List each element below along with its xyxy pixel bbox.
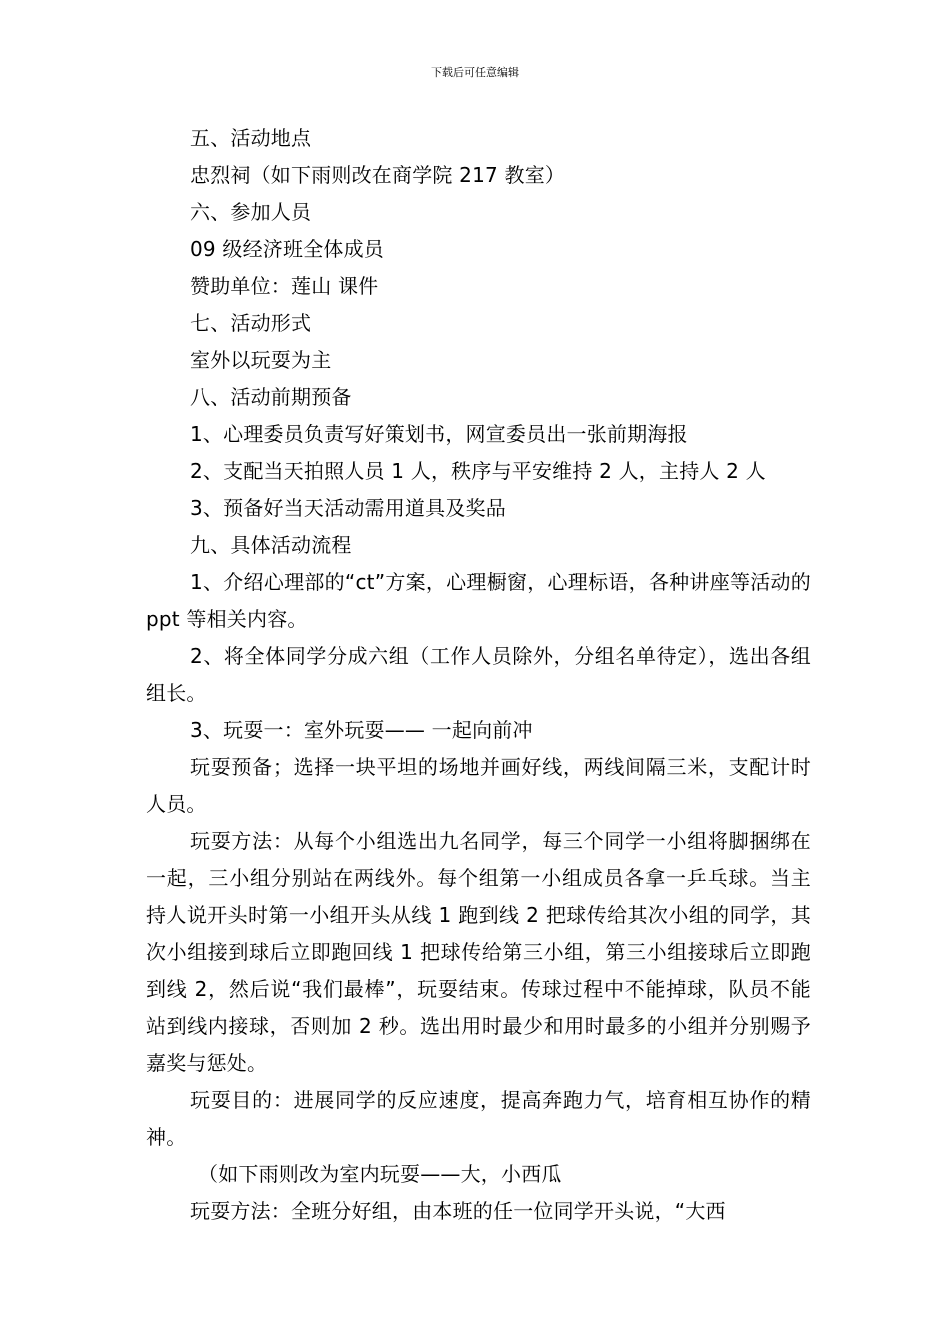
preparation-item-1: 1、心理委员负责写好策划书，网宣委员出一张前期海报 [190,422,688,446]
process-paragraph-1: 1、介绍心理部的“ct”方案，心理橱窗，心理标语，各种讲座等活动的 ppt 等相关内容。 [146,570,811,631]
process-paragraph-2: 2、将全体同学分成六组（工作人员除外，分组名单待定），选出各组组长。 [146,644,811,705]
game-preparation-paragraph: 玩耍预备；选择一块平坦的场地并画好线，两线间隔三米，支配计时人员。 [146,755,811,816]
page-header: 下载后可任意编辑 [431,66,519,79]
game-one-heading: 3、玩耍一：室外玩耍—— 一起向前冲 [190,718,533,742]
section-heading-format: 七、活动形式 [190,311,312,335]
rain-alternative-line: （如下雨则改为室内玩耍——大，小西瓜 [198,1162,562,1186]
section-heading-location: 五、活动地点 [190,126,312,150]
section-heading-preparation: 八、活动前期预备 [190,385,352,409]
participants-text: 09 级经济班全体成员 [190,237,385,261]
section-heading-process: 九、具体活动流程 [190,533,352,557]
format-text: 室外以玩耍为主 [190,348,332,372]
document-body [146,120,811,1230]
section-heading-participants: 六、参加人员 [190,200,312,224]
preparation-item-2: 2、支配当天拍照人员 1 人，秩序与平安维持 2 人，主持人 2 人 [190,459,766,483]
game-purpose-paragraph: 玩耍目的：进展同学的反应速度，提高奔跑力气，培育相互协作的精神。 [146,1088,811,1149]
sponsor-text: 赞助单位：莲山 课件 [190,274,379,298]
preparation-item-3: 3、预备好当天活动需用道具及奖品 [190,496,506,520]
location-text: 忠烈祠（如下雨则改在商学院 217 教室） [190,163,566,187]
indoor-game-method-line: 玩耍方法：全班分好组，由本班的任一位同学开头说，“大西 [190,1199,726,1223]
game-method-paragraph: 玩耍方法：从每个小组选出九名同学，每三个同学一小组将脚捆绑在一起，三小组分别站在两线外。每个组第一小组成员各拿一乒乓球。当主持人说开头时第一小组开头从线 1 跑到线 2 把球传给其次小组的同学，其次小组接到球后立即跑回线 1 把球传给第三小组，第三小组接球后立即跑到线 2，然后说“我们最棒”，玩耍结束。传球过程中不能掉球，队员不能站到线内接球，否则加 2 秒。选出用时最少和用时最多的小组并分别赐予嘉奖与惩处。 [146,829,811,1075]
